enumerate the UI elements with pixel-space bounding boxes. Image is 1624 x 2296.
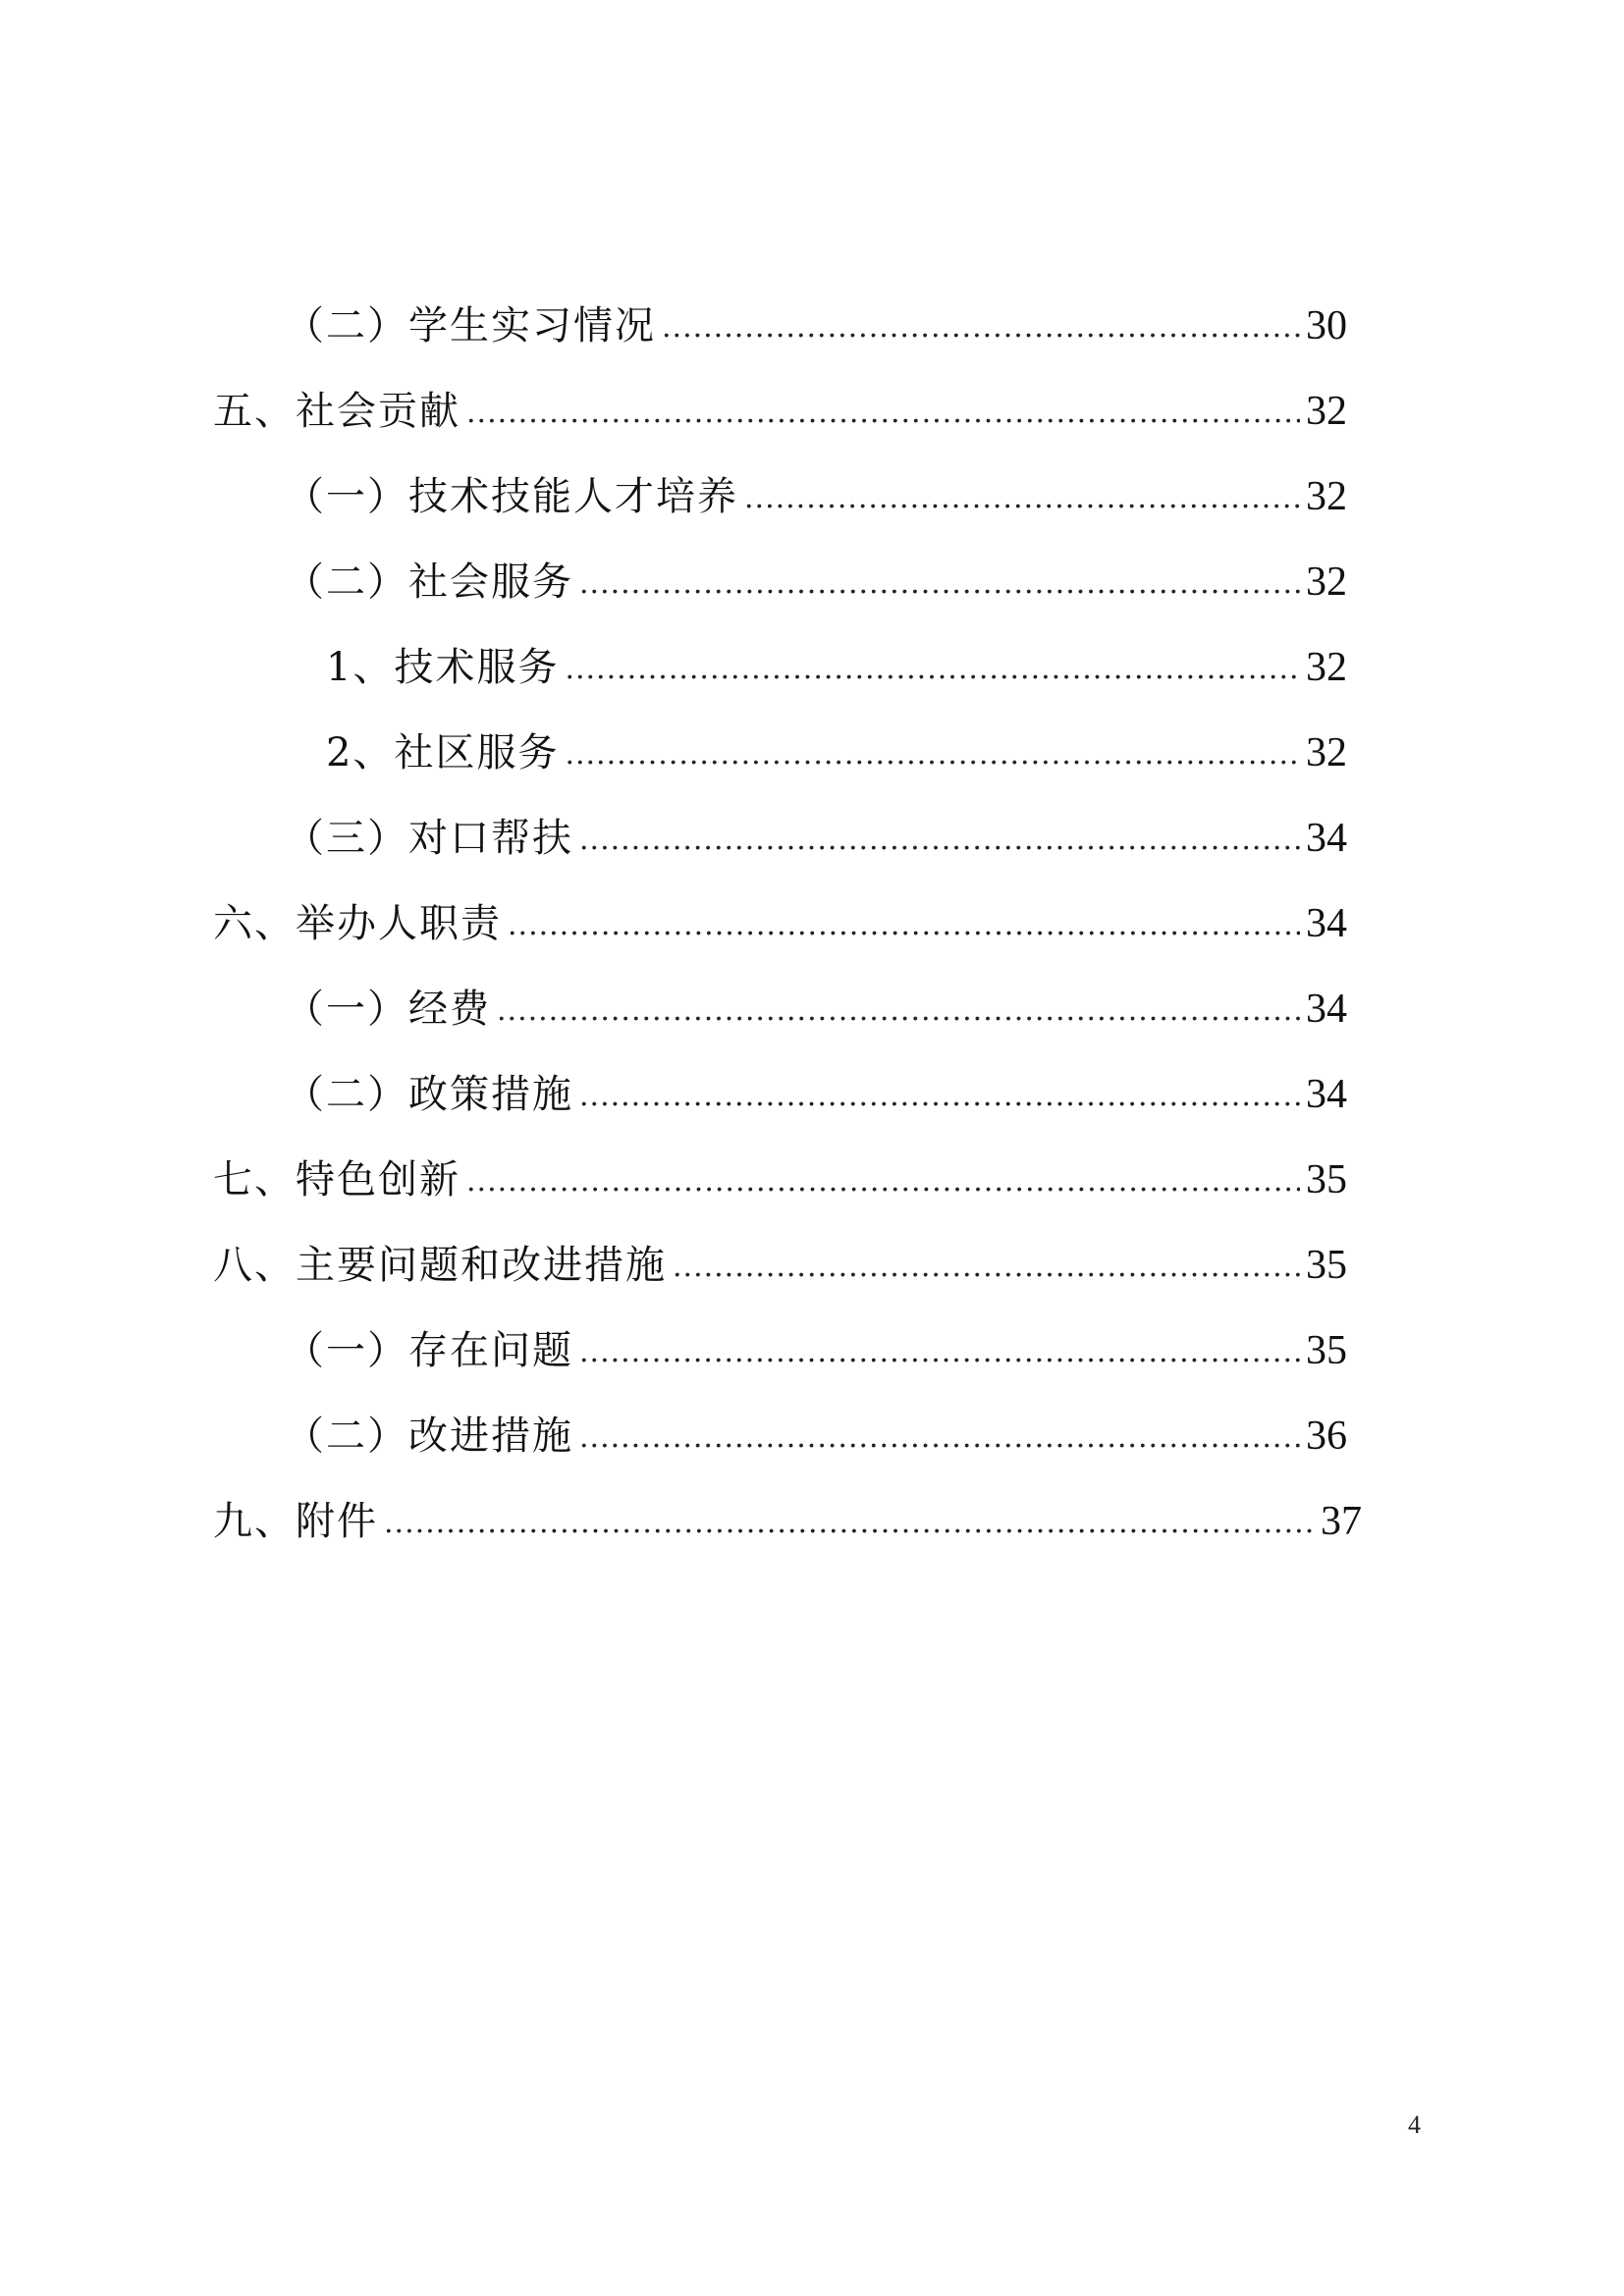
toc-dot-leader	[508, 904, 1300, 947]
toc-entry-page: 35	[1306, 1243, 1347, 1288]
toc-dot-leader	[579, 562, 1300, 606]
toc-dot-leader	[579, 1416, 1300, 1460]
toc-entry-title: 2、社区服务	[326, 730, 560, 775]
toc-dot-leader	[662, 306, 1300, 349]
toc-entry-page: 34	[1306, 987, 1347, 1032]
toc-dot-leader	[384, 1502, 1315, 1545]
toc-dot-leader	[579, 1075, 1300, 1118]
toc-entry-title: 1、技术服务	[326, 645, 560, 690]
toc-entry[interactable]	[285, 803, 1347, 866]
toc-entry-page: 37	[1321, 1499, 1362, 1544]
toc-entry[interactable]	[285, 1401, 1347, 1464]
toc-entry[interactable]	[285, 291, 1347, 353]
toc-entry[interactable]	[285, 1059, 1347, 1122]
toc-entry[interactable]	[213, 1486, 1362, 1549]
toc-dot-leader	[565, 733, 1300, 776]
toc-dot-leader	[579, 819, 1300, 862]
toc-entry-page: 35	[1306, 1328, 1347, 1373]
toc-entry-page: 32	[1306, 474, 1347, 519]
toc-dot-leader	[673, 1246, 1300, 1289]
toc-entry[interactable]	[326, 632, 1347, 695]
toc-entry-page: 30	[1306, 303, 1347, 348]
toc-entry[interactable]	[213, 888, 1347, 951]
toc-entry-page: 35	[1306, 1157, 1347, 1202]
toc-entry-page: 32	[1306, 560, 1347, 605]
toc-entry-page: 32	[1306, 730, 1347, 775]
toc-entry-page: 32	[1306, 645, 1347, 690]
toc-entry[interactable]	[285, 547, 1347, 610]
toc-entry-title: （三）对口帮扶	[285, 816, 573, 861]
toc-entry[interactable]	[285, 461, 1347, 524]
toc-entry[interactable]	[285, 1315, 1347, 1378]
toc-dot-leader	[497, 989, 1300, 1033]
toc-entry[interactable]	[326, 718, 1347, 780]
toc-entry-title: （二）社会服务	[285, 560, 573, 605]
toc-entry-page: 34	[1306, 901, 1347, 946]
toc-entry-title: （二）学生实习情况	[285, 303, 656, 348]
toc-entry[interactable]	[213, 1145, 1347, 1207]
toc-dot-leader	[466, 1160, 1300, 1203]
toc-dot-leader	[565, 648, 1300, 691]
toc-entry-page: 36	[1306, 1414, 1347, 1459]
toc-entry-title: （一）经费	[285, 987, 491, 1032]
toc-entry-title: 五、社会贡献	[213, 389, 460, 434]
toc-entry-title: 九、附件	[213, 1499, 378, 1544]
toc-entry[interactable]	[285, 974, 1347, 1037]
toc-entry-title: 七、特色创新	[213, 1157, 460, 1202]
toc-dot-leader	[744, 477, 1300, 520]
toc-entry-title: 六、举办人职责	[213, 901, 502, 946]
toc-entry-page: 32	[1306, 389, 1347, 434]
toc-entry-title: （一）技术技能人才培养	[285, 474, 738, 519]
page-number: 4	[1408, 2110, 1421, 2139]
toc-entry-title: （二）改进措施	[285, 1414, 573, 1459]
toc-entry-title: 八、主要问题和改进措施	[213, 1243, 667, 1288]
toc-entry-page: 34	[1306, 1072, 1347, 1117]
toc-dot-leader	[579, 1331, 1300, 1374]
toc-entry-title: （二）政策措施	[285, 1072, 573, 1117]
toc-entry-title: （一）存在问题	[285, 1328, 573, 1373]
toc-entry-page: 34	[1306, 816, 1347, 861]
toc-entry[interactable]	[213, 376, 1347, 439]
toc-entry[interactable]	[213, 1230, 1347, 1293]
toc-dot-leader	[466, 392, 1300, 435]
